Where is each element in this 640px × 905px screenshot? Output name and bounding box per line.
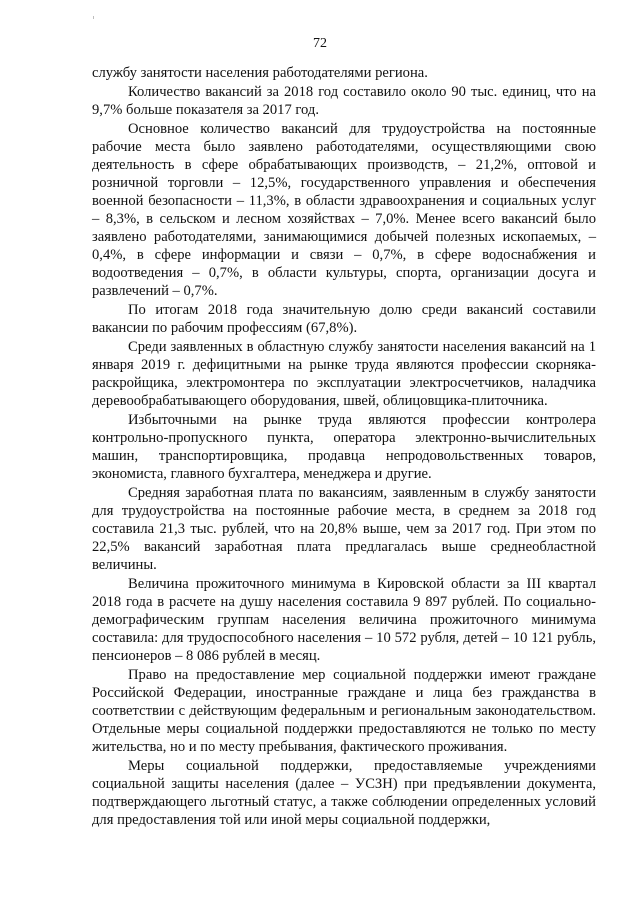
paragraph-subsistence-minimum: Величина прожиточного минимума в Кировской области за III квартал 2018 года в расчете на душу населения составила 9 897 рублей. По социально-демографическим группам населения величина прожиточного минимума составила: для трудоспособного населения – 10 572 рубля, детей – 10 121 рубль, пенсионеров – 8 086 рублей в месяц. [92,576,596,664]
scan-mark [93,16,94,19]
paragraph-continuation: службу занятости населения работодателями региона. [92,65,428,81]
paragraph-vacancies-count: Количество вакансий за 2018 год составило около 90 тыс. единиц, что на 9,7% больше показателя за 2017 год. [92,84,596,118]
document-body [92,64,596,830]
paragraph-average-salary: Средняя заработная плата по вакансиям, заявленным в службу занятости для трудоустройства на постоянные рабочие места, в среднем за 2018 год составила 21,3 тыс. рублей, что на 20,8% выше, чем за 2017 год. При этом по 22,5% вакансий заработная плата предлагалась выше среднеобластной величины. [92,485,596,573]
paragraph-social-support-measures: Меры социальной поддержки, предоставляемые учреждениями социальной защиты населения (далее – УСЗН) при предъявлении документа, подтверждающего льготный статус, а также соблюдении определенных условий для предоставления той или иной меры социальной поддержки, [92,758,596,828]
paragraph-worker-professions: По итогам 2018 года значительную долю среди вакансий составили вакансии по рабочим профессиям (67,8%). [92,302,596,336]
paragraph-vacancies-by-sector: Основное количество вакансий для трудоустройства на постоянные рабочие места было заявлено работодателями, осуществляющими свою деятельность в сфере обрабатывающих производств, – 21,2%, оптовой и розничной торговли – 12,5%, государственного управления и обеспечения военной безопасности – 11,3%, в области здравоохранения и социальных услуг – 8,3%, в сельском и лесном хозяйствах – 7,0%. Менее всего вакансий было заявлено работодателями, занимающимися добычей полезных ископаемых, – 0,4%, в сфере информации и связи – 0,7%, в сфере водоснабжения и водоотведения – 0,7%, в области культуры, спорта, организации досуга и развлечений – 0,7%. [92,121,596,299]
page-number: 72 [313,36,327,51]
paragraph-social-support-rights: Право на предоставление мер социальной поддержки имеют граждане Российской Федерации, иностранные граждане и лица без гражданства в соответствии с действующим федеральным и региональным законодательством. Отдельные меры социальной поддержки предоставляются не только по месту жительства, но и по месту пребывания, фактического проживания. [92,667,596,755]
paragraph-surplus-professions: Избыточными на рынке труда являются профессии контролера контрольно-пропускного пункта, оператора электронно-вычислительных машин, транспортировщика, продавца непродовольственных товаров, экономиста, главного бухгалтера, менеджера и другие. [92,412,596,482]
paragraph-deficit-professions: Среди заявленных в областную службу занятости населения вакансий на 1 января 2019 г. дефицитными на рынке труда являются профессии скорняка-раскройщика, электромонтера по эксплуатации электросчетчиков, наладчика деревообрабатывающего оборудования, швей, облицовщика-плиточника. [92,339,596,409]
